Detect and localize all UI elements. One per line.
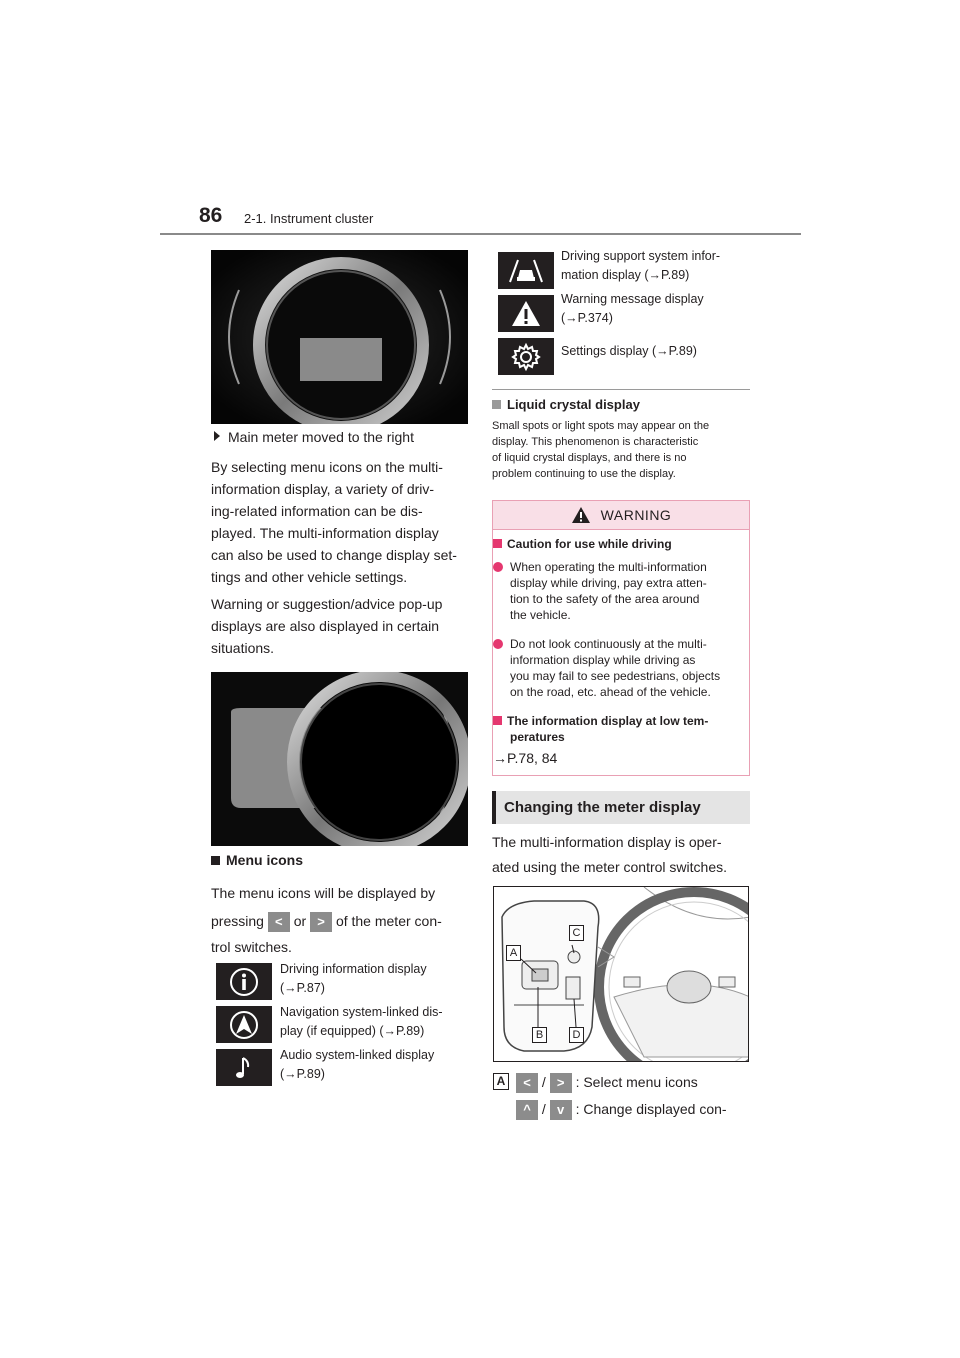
warning-icon	[571, 506, 591, 524]
navigation-icon	[216, 1006, 272, 1043]
bullet-dot-icon	[493, 639, 503, 649]
text-line: on the road, etc. ahead of the vehicle.	[510, 685, 711, 699]
text-line: ated using the meter control switches.	[492, 859, 728, 875]
gear-icon-label	[561, 342, 697, 361]
warning-reference: →P.78, 84	[493, 750, 558, 766]
text-line: ing-related information can be dis-	[211, 503, 423, 519]
text-line: information display, a variety of driv-	[211, 481, 435, 497]
label-line: (→P.374)	[561, 311, 613, 325]
text-line: tings and other vehicle settings.	[211, 569, 408, 585]
warning-triangle-icon-label	[561, 290, 704, 328]
warning-header	[493, 501, 749, 530]
text-line: display while driving, pay extra atten-	[510, 576, 707, 590]
text-line: can also be used to change display set-	[211, 547, 457, 563]
slash-text: /	[541, 1074, 546, 1090]
legend-text: : Change displayed con-	[575, 1101, 727, 1117]
heading-text: Caution for use while driving	[507, 537, 672, 551]
label-line: (→P.87)	[280, 981, 325, 995]
lcd-heading	[492, 397, 640, 412]
popup-paragraph	[211, 593, 442, 659]
legend-row-select	[516, 1071, 698, 1093]
text-line: The multi-information display is oper-	[492, 834, 722, 850]
label-line: Audio system-linked display	[280, 1048, 435, 1062]
text-line: Small spots or light spots may appear on the	[492, 420, 710, 432]
diagram-label-a: A	[506, 945, 521, 961]
menu-paragraph	[211, 880, 442, 960]
text-line: situations.	[211, 640, 275, 656]
photo-caption	[214, 429, 414, 445]
right-arrow-key-icon: >	[310, 912, 332, 932]
navigation-icon-label	[280, 1003, 443, 1041]
text-line: played. The multi-information display	[211, 525, 439, 541]
divider	[492, 389, 750, 390]
down-arrow-key-icon: v	[550, 1100, 572, 1120]
music-note-icon-label	[280, 1046, 434, 1084]
label-line: Settings display (→P.89)	[561, 344, 697, 358]
text-line	[211, 908, 442, 934]
diagram-label-d: D	[569, 1027, 584, 1043]
label-line: Navigation system-linked dis-	[280, 1005, 443, 1019]
or-text: or	[293, 913, 307, 929]
changing-meter-heading: Changing the meter display	[492, 791, 750, 824]
left-arrow-key-icon: <	[516, 1073, 538, 1093]
text-line: When operating the multi-information	[510, 560, 707, 574]
warning-triangle-icon	[498, 295, 554, 332]
text-line: of liquid crystal displays, and there is no	[492, 452, 687, 464]
text-line: tion to the safety of the area around	[510, 592, 700, 606]
label-line: (→P.89)	[280, 1067, 325, 1081]
meter-photo-menu	[211, 672, 468, 846]
warning-box	[492, 500, 750, 776]
text-line: By selecting menu icons on the multi-	[211, 459, 443, 475]
page-number: 86	[199, 204, 223, 227]
caption-arrow-icon	[214, 431, 220, 441]
driving-support-icon	[498, 252, 554, 289]
intro-paragraph	[211, 456, 457, 588]
text-line: display. This phenomenon is characteristic	[492, 436, 699, 448]
changing-paragraph	[492, 830, 727, 880]
text-line: you may fail to see pedestrians, objects	[510, 669, 721, 683]
heading-square-icon	[492, 400, 501, 409]
heading-square-icon	[493, 539, 502, 548]
legend-text: : Select menu icons	[575, 1074, 698, 1090]
heading-text: The information display at low tem-	[507, 714, 709, 728]
legend-row-change	[516, 1098, 727, 1120]
text-line: displays are also displayed in certain	[211, 618, 440, 634]
text-line: The menu icons will be displayed by	[211, 885, 436, 901]
text-line: the vehicle.	[510, 608, 571, 622]
menu-icons-heading	[211, 852, 303, 868]
right-arrow-key-icon: >	[550, 1073, 572, 1093]
warning-title: WARNING	[600, 507, 672, 523]
info-icon	[216, 963, 272, 1000]
caption-text: Main meter moved to the right	[228, 429, 414, 445]
heading-text: peratures	[510, 730, 565, 744]
text-line: information display while driving as	[510, 653, 696, 667]
steering-switch-diagram	[493, 886, 749, 1062]
diagram-label-b: B	[532, 1027, 547, 1043]
heading-text: Menu icons	[226, 852, 304, 868]
text-line: Warning or suggestion/advice pop-up	[211, 596, 443, 612]
text-line: Do not look continuously at the multi-	[510, 637, 707, 651]
legend-letter-a: A	[493, 1073, 509, 1090]
warning-bullet	[493, 636, 720, 700]
diagram-label-c: C	[569, 925, 584, 941]
label-line: Warning message display	[561, 292, 704, 306]
label-line: Driving support system infor-	[561, 249, 721, 263]
meter-photo-right	[211, 250, 468, 424]
slash-text: /	[541, 1101, 546, 1117]
text-line: problem continuing to use the display.	[492, 468, 676, 480]
label-line: mation display (→P.89)	[561, 268, 690, 282]
gear-icon	[498, 338, 554, 375]
pressing-text: pressing	[211, 913, 264, 929]
driving-support-icon-label	[561, 247, 720, 285]
warning-item-heading	[493, 713, 708, 745]
heading-square-icon	[211, 856, 220, 865]
heading-square-icon	[493, 716, 502, 725]
label-line: Driving information display	[280, 962, 427, 976]
up-arrow-key-icon: ^	[516, 1100, 538, 1120]
heading-text: Liquid crystal display	[507, 397, 640, 412]
label-line: play (if equipped) (→P.89)	[280, 1024, 425, 1038]
left-arrow-key-icon: <	[268, 912, 290, 932]
after-text: of the meter con-	[335, 913, 442, 929]
warning-item-heading	[493, 536, 672, 552]
info-icon-label	[280, 960, 427, 998]
lcd-paragraph	[492, 418, 709, 482]
bullet-dot-icon	[493, 562, 503, 572]
text-line: trol switches.	[211, 939, 292, 955]
section-title: 2-1. Instrument cluster	[244, 211, 374, 226]
music-note-icon	[216, 1049, 272, 1086]
header-rule	[160, 233, 801, 235]
warning-bullet	[493, 559, 707, 623]
